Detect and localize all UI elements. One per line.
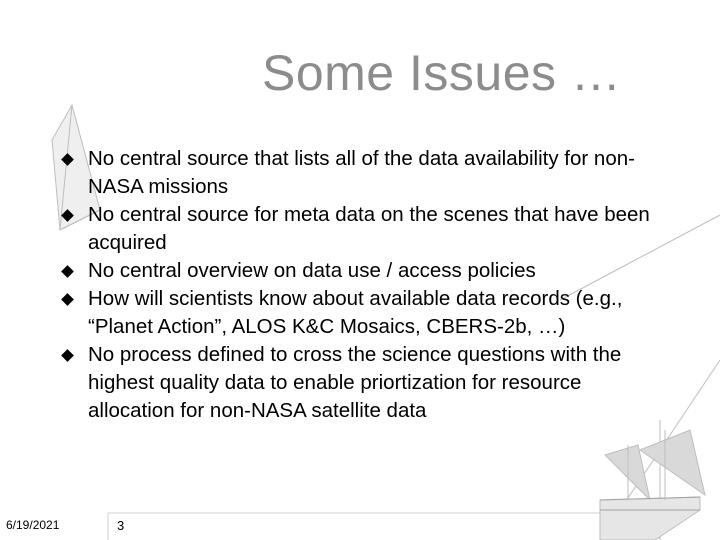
bullet-list (88, 145, 668, 425)
bullet-item (88, 201, 668, 257)
bullet-text: No process defined to cross the science questions with the highest quality data to enable priortization for resource allocation for non-NASA satellite data (88, 343, 622, 422)
footer-date: 6/19/2021 (6, 518, 60, 532)
bullet-item (88, 341, 668, 425)
bullet-text: No central source that lists all of the data availability for non-NASA missions (88, 147, 635, 198)
bullet-text: No central overview on data use / access policies (88, 259, 536, 282)
bullet-item (88, 285, 668, 341)
bullet-item (88, 145, 668, 201)
page-number: 3 (117, 518, 125, 533)
slide-title: Some Issues … (262, 45, 622, 101)
bullet-text: How will scientists know about available data records (e.g., “Planet Action”, ALOS K&C Mosaics, CBERS-2b, …) (88, 287, 623, 338)
bullet-text: No central source for meta data on the scenes that have been acquired (88, 203, 650, 254)
bullet-item (88, 257, 668, 285)
